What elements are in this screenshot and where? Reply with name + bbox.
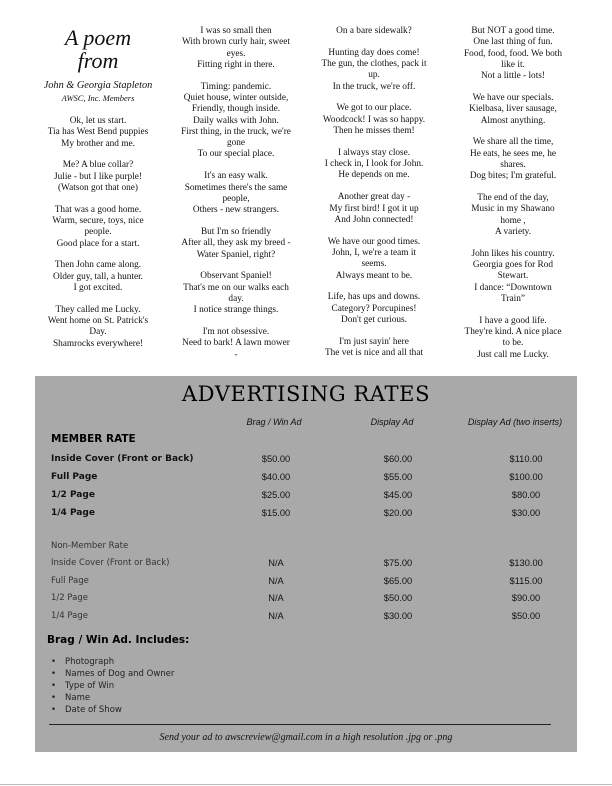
- poem-line: Don't get curious.: [341, 314, 407, 325]
- poem-line: gone: [226, 138, 246, 149]
- poem-line: Warm, secure, toys, nice: [52, 216, 144, 227]
- rate-row: [51, 611, 571, 625]
- poem-line: home ,: [500, 215, 526, 226]
- rate-brag-win: N/A: [268, 593, 284, 603]
- poem-line: to be.: [502, 338, 524, 349]
- rate-display: $65.00: [383, 575, 413, 586]
- poem-line: Then he misses them!: [333, 126, 415, 137]
- includes-item: • Names of Dog and Owner: [49, 668, 174, 680]
- poem-line: I dance: “Downtown: [474, 282, 552, 293]
- poem-stanza: [34, 305, 162, 350]
- poem-stanza: [172, 327, 300, 361]
- rate-row-label: Full Page: [51, 472, 98, 482]
- poem-line: -: [234, 349, 238, 360]
- poem-line: The gun, the clothes, pack it: [321, 59, 427, 70]
- poem-line: Timing: pandemic.: [200, 81, 272, 92]
- poem-line: Good place for a start.: [56, 238, 140, 249]
- poem-line: shares.: [500, 159, 526, 170]
- poem-line: Friendly, though inside.: [191, 104, 281, 115]
- stanza-gap: [34, 150, 162, 161]
- includes-list: [49, 656, 174, 716]
- stanza-gap: [34, 294, 162, 305]
- poem-title-line: A poem: [64, 25, 132, 50]
- poem-line: John likes his country.: [471, 248, 555, 259]
- poem-line: He eats, he sees me, he: [470, 148, 556, 159]
- poem-stanza: [34, 116, 162, 150]
- rate-display: $45.00: [383, 490, 413, 500]
- poem-title: [34, 26, 162, 72]
- includes-item: • Type of Win: [49, 680, 174, 692]
- poem-line: I notice strange things.: [193, 305, 279, 316]
- rate-row: [51, 558, 571, 572]
- stanza-gap: [172, 216, 300, 227]
- poem-line: I got excited.: [73, 283, 123, 294]
- poem-line: That was a good home.: [54, 204, 142, 215]
- poem-column-3: [310, 26, 438, 359]
- poem-line: I check in, I look for John.: [324, 159, 424, 170]
- poem-stanza: [310, 48, 438, 93]
- poem-line: The end of the day,: [477, 193, 549, 204]
- poem-stanza: [310, 237, 438, 282]
- poem-line: Georgia goes for Rod: [472, 260, 554, 271]
- stanza-gap: [34, 194, 162, 205]
- poem-line: Life, has ups and downs.: [327, 292, 421, 303]
- rate-row-label: 1/4 Page: [51, 610, 88, 621]
- rate-row-label: Full Page: [51, 575, 89, 586]
- poem-stanza: [172, 26, 300, 71]
- stanza-gap: [310, 93, 438, 104]
- poem-stanza: [172, 171, 300, 216]
- poem-line: Always meant to be.: [335, 270, 413, 281]
- poem-line: Hunting day does come!: [328, 47, 420, 58]
- poem-stanza: [449, 93, 577, 127]
- poem-column-4: [449, 26, 577, 361]
- poem-stanza: [34, 205, 162, 250]
- poem-line: I was so small then: [200, 26, 272, 36]
- poem-stanza: [310, 292, 438, 326]
- page-bottom-divider: [0, 784, 612, 785]
- poem-line: Water Spaniel, right?: [196, 249, 276, 260]
- col-header-display: Display Ad: [370, 417, 414, 427]
- poem-line: John, I, we're a team it: [331, 247, 417, 258]
- poem-column-1: [34, 26, 162, 350]
- poem-line: Sometimes there's the same: [184, 182, 288, 193]
- poem-line: One last thing of fun.: [473, 37, 553, 48]
- poem-line: Category? Porcupines!: [331, 303, 417, 314]
- poem-line: I have a good life.: [479, 315, 547, 326]
- includes-item: • Date of Show: [49, 704, 174, 716]
- member-rate-title: MEMBER RATE: [51, 433, 136, 445]
- poem-line: And John connected!: [334, 214, 414, 225]
- poem-stanza: [310, 103, 438, 137]
- poem-line: Older guy, tall, a hunter.: [52, 271, 144, 282]
- stanza-gap: [449, 127, 577, 138]
- poem-line: Tia has West Bend puppies: [47, 127, 149, 138]
- rate-row: [51, 472, 571, 486]
- rate-two-inserts: $100.00: [509, 472, 543, 482]
- poem-line: It's an easy walk.: [204, 171, 268, 182]
- poem-line: I always stay close.: [337, 147, 411, 158]
- poem-stanza: [449, 193, 577, 238]
- poem-line: Train”: [501, 293, 525, 304]
- rate-brag-win: N/A: [268, 575, 284, 586]
- poem-line: people,: [222, 193, 250, 204]
- poem-line: We have our specials.: [472, 92, 554, 103]
- poem-line: Not a little - lots!: [480, 71, 546, 82]
- poem-line: eyes.: [226, 48, 246, 59]
- poem-line: But I'm so friendly: [200, 226, 272, 237]
- stanza-gap: [310, 226, 438, 237]
- poem-line: people.: [84, 227, 112, 238]
- rate-row: [51, 576, 571, 590]
- stanza-gap: [310, 282, 438, 293]
- poem-line: My brother and me.: [61, 138, 135, 149]
- poem-stanza: [449, 26, 577, 82]
- rate-two-inserts: $80.00: [511, 490, 541, 500]
- rate-row-label: 1/2 Page: [51, 593, 88, 603]
- stanza-gap: [449, 238, 577, 249]
- rate-row-label: Inside Cover (Front or Back): [51, 454, 194, 464]
- poem-section: [34, 26, 590, 366]
- rate-two-inserts: $115.00: [509, 575, 543, 586]
- poem-line: Ok, let us start.: [69, 116, 127, 126]
- stanza-gap: [449, 82, 577, 93]
- poem-stanza: [172, 227, 300, 261]
- rate-two-inserts: $130.00: [509, 558, 543, 568]
- poem-line: Dog bites; I'm grateful.: [469, 171, 557, 182]
- poem-stanza: [310, 192, 438, 226]
- col-header-brag: Brag / Win Ad: [246, 417, 302, 427]
- poem-stanza: [34, 260, 162, 294]
- poem-line: Quiet house, winter outside,: [183, 92, 289, 103]
- poem-line: Observant Spaniel!: [200, 271, 272, 282]
- poem-line: I'm just sayin' here: [339, 336, 409, 347]
- poem-line: day.: [228, 293, 244, 304]
- rate-two-inserts: $30.00: [511, 508, 541, 518]
- rate-row: [51, 593, 571, 607]
- rate-two-inserts: $50.00: [511, 610, 541, 621]
- rate-brag-win: $15.00: [261, 508, 291, 518]
- rate-row: [51, 508, 571, 522]
- poem-line: In the truck, we're off.: [332, 81, 416, 92]
- stanza-gap: [172, 317, 300, 328]
- poem-line: Another great day -: [337, 192, 411, 203]
- poem-org: AWSC, Inc. Members: [61, 93, 135, 103]
- rate-two-inserts: $90.00: [511, 593, 541, 603]
- poem-line: With brown curly hair, sweet: [182, 37, 290, 48]
- rate-display: $75.00: [383, 558, 413, 568]
- stanza-gap: [172, 261, 300, 272]
- poem-stanza: [449, 137, 577, 182]
- poem-line: A variety.: [494, 226, 532, 237]
- divider: [49, 724, 551, 725]
- includes-item: • Photograph: [49, 656, 174, 668]
- poem-line: Me? A blue collar?: [62, 160, 134, 171]
- rate-brag-win: $25.00: [261, 490, 291, 500]
- poem-stanza: [310, 337, 438, 360]
- rate-row: [51, 454, 571, 468]
- poem-line: The vet is nice and all that: [324, 348, 424, 359]
- stanza-gap: [310, 326, 438, 337]
- poem-line: Daily walks with John.: [193, 115, 279, 126]
- poem-stanza: [449, 316, 577, 361]
- poem-stanza: [310, 148, 438, 182]
- poem-line: On a bare sidewalk?: [336, 26, 412, 36]
- poem-line: Kielbasa, liver sausage,: [469, 104, 557, 115]
- poem-column-2: [172, 26, 300, 361]
- poem-line: seems.: [361, 259, 387, 270]
- advertising-rates-panel: [35, 376, 577, 752]
- poem-line: like it.: [501, 59, 525, 70]
- poem-stanza: [34, 160, 162, 194]
- poem-line: Almost anything.: [480, 115, 546, 126]
- stanza-gap: [172, 161, 300, 172]
- poem-stanza: [449, 249, 577, 305]
- poem-stanza: [172, 271, 300, 316]
- stanza-gap: [34, 250, 162, 261]
- stanza-gap: [310, 37, 438, 48]
- poem-line: Julie - but I like purple!: [53, 171, 143, 182]
- poem-line: up.: [368, 70, 380, 81]
- poem-line: Shamrocks everywhere!: [52, 338, 144, 349]
- stanza-gap: [310, 137, 438, 148]
- rate-display: $55.00: [383, 472, 413, 482]
- poem-line: Then John came along.: [54, 260, 142, 271]
- poem-line: He depends on me.: [338, 170, 410, 181]
- rate-display: $50.00: [383, 593, 413, 603]
- stanza-gap: [449, 183, 577, 194]
- poem-line: My first bird! I got it up: [329, 203, 419, 214]
- rate-row-label: 1/2 Page: [51, 490, 95, 500]
- poem-line: I'm not obsessive.: [202, 327, 270, 338]
- poem-line: Fitting right in there.: [197, 59, 275, 70]
- poem-stanza: [172, 82, 300, 161]
- rate-row-label: Inside Cover (Front or Back): [51, 558, 170, 568]
- poem-line: Went home on St. Patrick's: [47, 316, 149, 327]
- poem-line: Others - new strangers.: [192, 205, 280, 216]
- poem-line: Need to bark! A lawn mower: [182, 338, 290, 349]
- poem-line: We got to our place.: [336, 103, 412, 114]
- rate-display: $20.00: [383, 508, 413, 518]
- includes-title: Brag / Win Ad. Includes:: [47, 634, 190, 646]
- poem-line: To our special place.: [197, 149, 275, 160]
- poem-line: They're kind. A nice place: [464, 327, 562, 338]
- poem-line: Stewart.: [497, 271, 529, 282]
- submission-note: Send your ad to awscreview@gmail.com in a high resolution .jpg or .png: [159, 732, 453, 743]
- rate-two-inserts: $110.00: [509, 454, 543, 464]
- rate-row-label: 1/4 Page: [51, 508, 95, 518]
- poem-title-line: from: [77, 48, 119, 73]
- includes-item: • Name: [49, 692, 174, 704]
- poem-line: They called me Lucky.: [55, 304, 141, 315]
- nonmember-rate-title: Non-Member Rate: [51, 541, 129, 551]
- rate-brag-win: N/A: [268, 558, 284, 568]
- poem-line: After all, they ask my breed -: [181, 238, 291, 249]
- poem-line: But NOT a good time.: [471, 26, 555, 36]
- col-header-two-inserts: Display Ad (two inserts): [467, 417, 563, 427]
- rate-display: $60.00: [383, 454, 413, 464]
- poem-line: First thing, in the truck, we're: [181, 126, 291, 137]
- rate-display: $30.00: [383, 610, 413, 621]
- rates-heading: ADVERTISING RATES: [181, 382, 431, 406]
- stanza-gap: [449, 305, 577, 316]
- poem-line: Food, food, food. We both: [464, 48, 562, 59]
- rate-brag-win: N/A: [268, 610, 284, 621]
- poem-line: That's me on our walks each: [183, 282, 289, 293]
- stanza-gap: [172, 71, 300, 82]
- poem-line: (Watson got that one): [57, 182, 139, 193]
- poem-line: Just call me Lucky.: [477, 349, 549, 360]
- poem-line: We have our good times.: [327, 236, 421, 247]
- rate-row: [51, 490, 571, 504]
- poem-line: Day.: [89, 327, 107, 338]
- poem-line: Music in my Shawano: [471, 204, 555, 215]
- poem-line: Woodcock! I was so happy.: [322, 114, 426, 125]
- poem-line: We share all the time,: [472, 137, 554, 148]
- stanza-gap: [310, 182, 438, 193]
- poem-stanza: [310, 26, 438, 37]
- rate-brag-win: $40.00: [261, 472, 291, 482]
- poem-byline: John & Georgia Stapleton: [43, 80, 153, 91]
- rate-brag-win: $50.00: [261, 454, 291, 464]
